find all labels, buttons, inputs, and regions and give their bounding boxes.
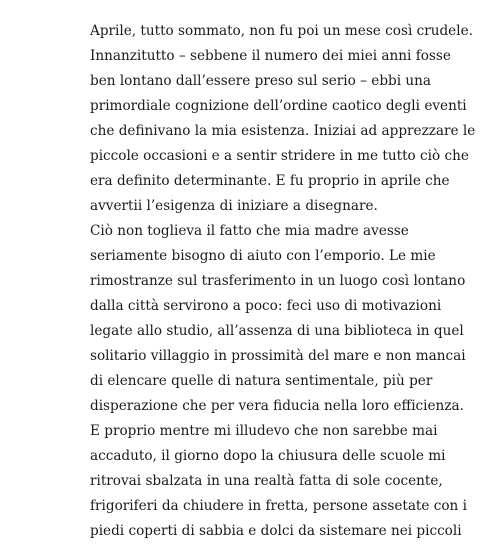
text-line: ben lontano dall’essere preso sul serio – ebbi una <box>90 73 432 89</box>
text-line: Innanzitutto – sebbene il numero dei miei anni fosse <box>90 48 451 64</box>
body-text <box>90 19 476 544</box>
text-line: primordiale cognizione dell’ordine caotico degli eventi <box>90 98 467 114</box>
text-line: rimostranze sul trasferimento in un luogo così lontano <box>90 273 466 289</box>
text-line: seriamente bisogno di aiuto con l’emporio. Le mie <box>90 248 436 264</box>
text-line: E proprio mentre mi illudevo che non sarebbe mai <box>90 423 438 439</box>
text-line: piccole occasioni e a sentir stridere in me tutto ciò che <box>90 148 469 164</box>
text-line: dalla città servirono a poco: feci uso di motivazioni <box>90 298 442 314</box>
text-line: avvertii l’esigenza di iniziare a disegnare. <box>90 198 378 214</box>
text-line: solitario villaggio in prossimità del mare e non mancai <box>90 348 466 364</box>
text-line: era definito determinante. E fu proprio in aprile che <box>90 173 450 189</box>
text-line: accaduto, il giorno dopo la chiusura delle scuole mi <box>90 448 446 464</box>
text-line: di elencare quelle di natura sentimentale, più per <box>90 373 433 389</box>
text-line: piedi coperti di sabbia e dolci da sistemare nei piccoli <box>90 523 462 539</box>
text-line: disperazione che per vera fiducia nella loro efficienza. <box>90 398 464 414</box>
text-line: Ciò non toglieva il fatto che mia madre avesse <box>90 223 409 239</box>
text-line: che definivano la mia esistenza. Iniziai ad apprezzare le <box>90 123 476 139</box>
text-line: frigoriferi da chiudere in fretta, persone assetate con i <box>90 498 467 514</box>
text-line: legate allo studio, all’assenza di una biblioteca in quel <box>90 323 464 339</box>
text-line: Aprile, tutto sommato, non fu poi un mese così crudele. <box>90 23 473 39</box>
text-line: ritrovai sbalzata in una realtà fatta di sole cocente, <box>90 473 443 489</box>
